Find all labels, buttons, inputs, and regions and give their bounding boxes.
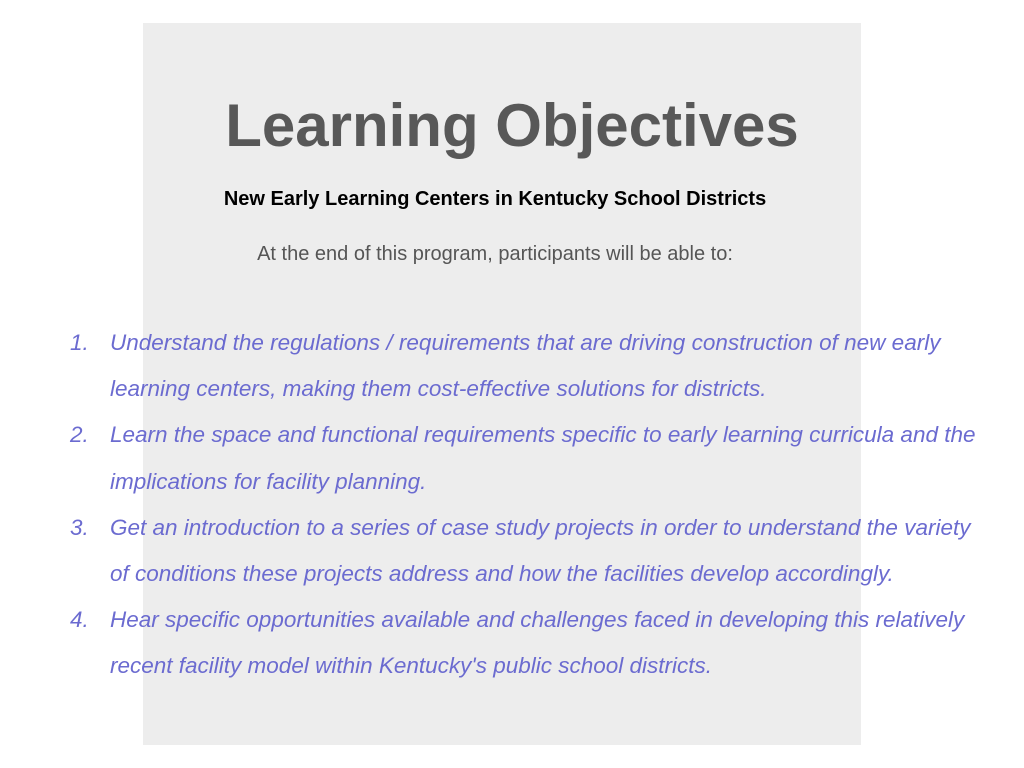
objective-text: Learn the space and functional requirements specific to early learning curricula and the implications for facility planning. (110, 422, 976, 494)
intro-text: At the end of this program, participants will be able to: (257, 243, 733, 265)
objective-number: 2. (70, 422, 89, 448)
objective-item-3 (70, 505, 990, 597)
objective-text: Get an introduction to a series of case study projects in order to understand the variety of conditions these projects address and how the facilities develop accordingly. (110, 514, 971, 587)
objective-item-4 (70, 597, 990, 689)
objective-number: 4. (70, 607, 89, 633)
objective-text: Hear specific opportunities available and challenges faced in developing this relatively recent facility model within Kentucky's public school districts. (110, 607, 965, 679)
objective-item-2 (70, 412, 990, 504)
slide-title: Learning Objectives (225, 92, 799, 159)
objective-number: 1. (70, 330, 89, 355)
objectives-list (70, 320, 990, 690)
objective-item-1 (70, 320, 990, 412)
slide-subtitle: New Early Learning Centers in Kentucky School Districts (223, 188, 767, 210)
objective-text: Understand the regulations / requirements that are driving construction of new early learning centers, making them cost-effective solutions for districts. (110, 330, 941, 402)
objective-number: 3. (70, 514, 89, 540)
